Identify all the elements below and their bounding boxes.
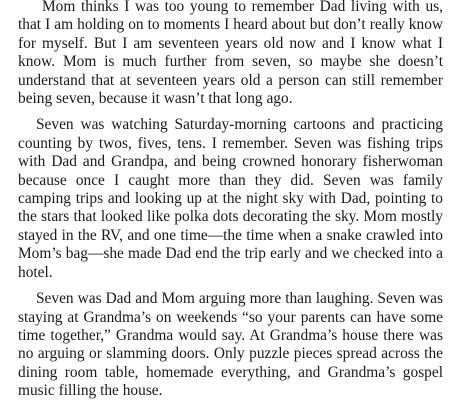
text-column [18, 0, 443, 409]
paragraph-1: Mom thinks I was too young to remember Dad living with us, that I am holding on to moments I heard about but don’t really know for myself. But I am seventeen years old now and I know what I know. Mom is much further from seven, so maybe she doesn’t understand that at seventeen years old a person can still remember being seven, because it wasn’t that long ago. [18, 0, 443, 108]
paragraph-2: Seven was watching Saturday-morning cartoons and practicing counting by twos, fives, tens. I remember. Seven was fishing trips with Dad and Grandpa, and being crowned honorary fisherwoman because once I caught more than they did. Seven was family camping trips and looking up at the night sky with Dad, pointing to the stars that looked like polka dots decorating the sky. Mom mostly stayed in the RV, and one time—the time when a snake crawled into Mom’s bag—she made Dad end the trip early and we checked into a hotel. [18, 116, 443, 281]
paragraph-3: Seven was Dad and Mom arguing more than laughing. Seven was staying at Grandma’s on weekends “so your parents can have some time together,” Grandma would say. At Grandma’s house there was no arguing or slamming doors. Only puzzle pieces spread across the dining room table, homemade everything, and Grandma’s gospel music filling the house. [18, 290, 443, 400]
